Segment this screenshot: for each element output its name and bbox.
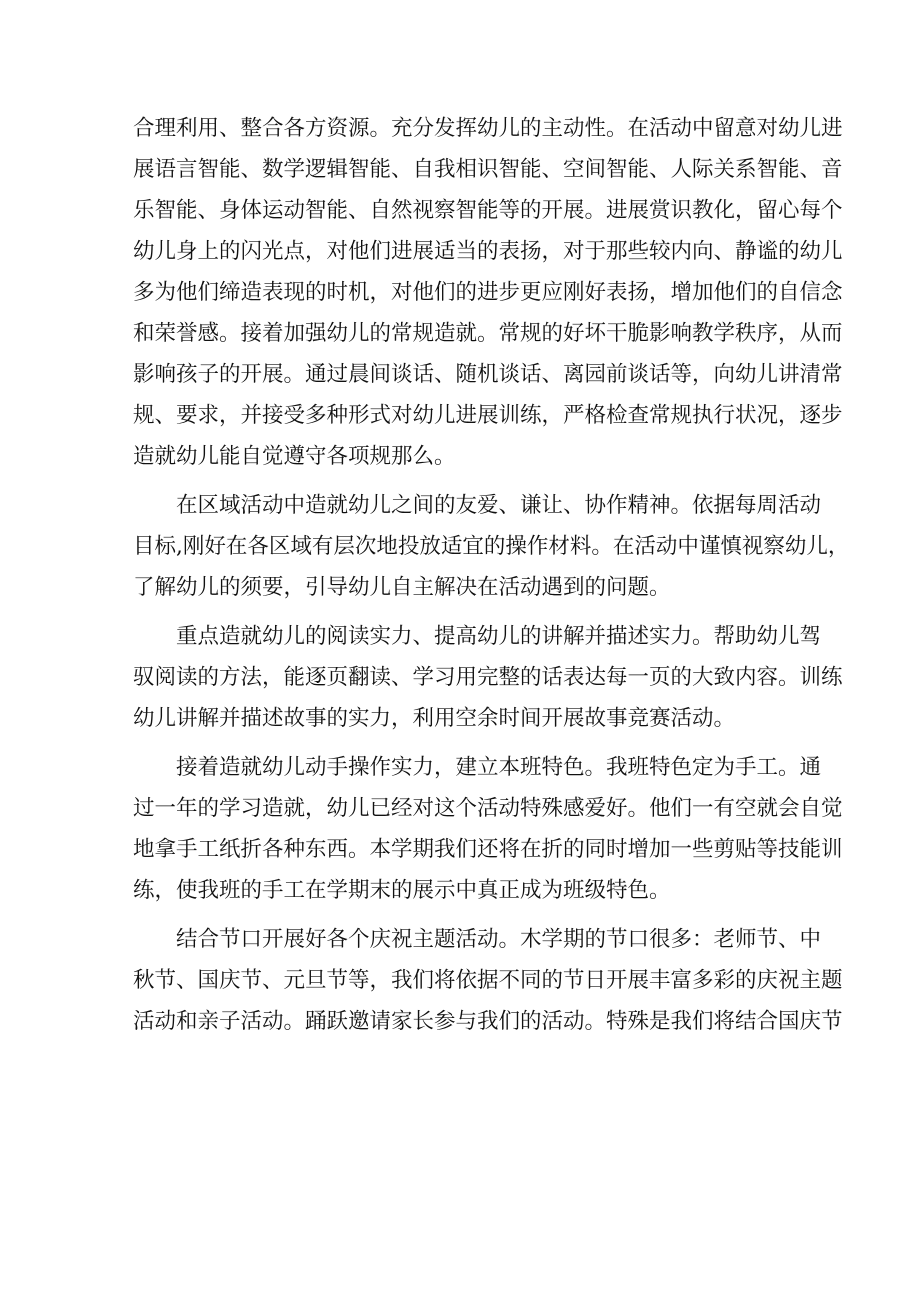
- paragraph-gap: [133, 911, 791, 919]
- paragraph: [133, 919, 843, 1042]
- paragraph-gap: [133, 477, 791, 485]
- text-line: 练，使我班的手工在学期末的展示中真正成为班级特色。: [133, 878, 671, 903]
- text-line: 造就幼儿能自觉遵守各项规那么。: [133, 444, 456, 469]
- text-line: 和荣誉感。接着加强幼儿的常规造就。常规的好坏干脆影响教学秩序，从而: [133, 321, 843, 346]
- paragraph: [133, 108, 843, 477]
- text-line: 展语言智能、数学逻辑智能、自我相识智能、空间智能、人际关系智能、音: [133, 157, 843, 182]
- paragraph: [133, 485, 850, 608]
- text-line: 秋节、国庆节、元旦节等，我们将依据不同的节日开展丰富多彩的庆祝主题: [133, 968, 843, 993]
- text-line: 影响孩子的开展。通过晨间谈话、随机谈话、离园前谈话等，向幼儿讲清常: [133, 362, 843, 387]
- paragraph-gap: [133, 739, 791, 747]
- text-line: 乐智能、身体运动智能、自然视察智能等的开展。进展赏识教化，留心每个: [133, 198, 843, 223]
- text-line: 重点造就幼儿的阅读实力、提高幼儿的讲解并描述实力。帮助幼儿驾: [176, 624, 822, 649]
- text-line: 活动和亲子活动。踊跃邀请家长参与我们的活动。特殊是我们将结合国庆节: [133, 1009, 843, 1034]
- text-line: 了解幼儿的须要，引导幼儿自主解决在活动遇到的问题。: [133, 575, 671, 600]
- text-line: 接着造就幼儿动手操作实力，建立本班特色。我班特色定为手工。通: [176, 755, 822, 780]
- text-line: 合理利用、整合各方资源。充分发挥幼儿的主动性。在活动中留意对幼儿进: [133, 116, 843, 141]
- paragraph: [133, 747, 843, 911]
- text-line: 地拿手工纸折各种东西。本学期我们还将在折的同时增加一些剪贴等技能训: [133, 837, 843, 862]
- paragraph-gap: [133, 608, 791, 616]
- text-line: 过一年的学习造就，幼儿已经对这个活动特殊感爱好。他们一有空就会自觉: [133, 796, 843, 821]
- text-line: 多为他们缔造表现的时机，对他们的进步更应刚好表扬，增加他们的自信念: [133, 280, 843, 305]
- text-line: 幼儿身上的闪光点，对他们进展适当的表扬，对于那些较内向、静谧的幼儿: [133, 239, 843, 264]
- document-body: [133, 108, 850, 1042]
- text-line: 目标,刚好在各区域有层次地投放适宜的操作材料。在活动中谨慎视察幼儿，: [133, 534, 850, 559]
- text-line: 在区域活动中造就幼儿之间的友爱、谦让、协作精神。依据每周活动: [176, 493, 822, 518]
- text-line: 结合节口开展好各个庆祝主题活动。木学期的节口很多：老师节、中: [176, 927, 822, 952]
- paragraph: [133, 616, 843, 739]
- text-line: 驭阅读的方法，能逐页翻读、学习用完整的话表达每一页的大致内容。训练: [133, 665, 843, 690]
- text-line: 规、要求，并接受多种形式对幼儿进展训练，严格检查常规执行状况，逐步: [133, 403, 843, 428]
- text-line: 幼儿讲解并描述故事的实力，利用空余时间开展故事竞赛活动。: [133, 706, 736, 731]
